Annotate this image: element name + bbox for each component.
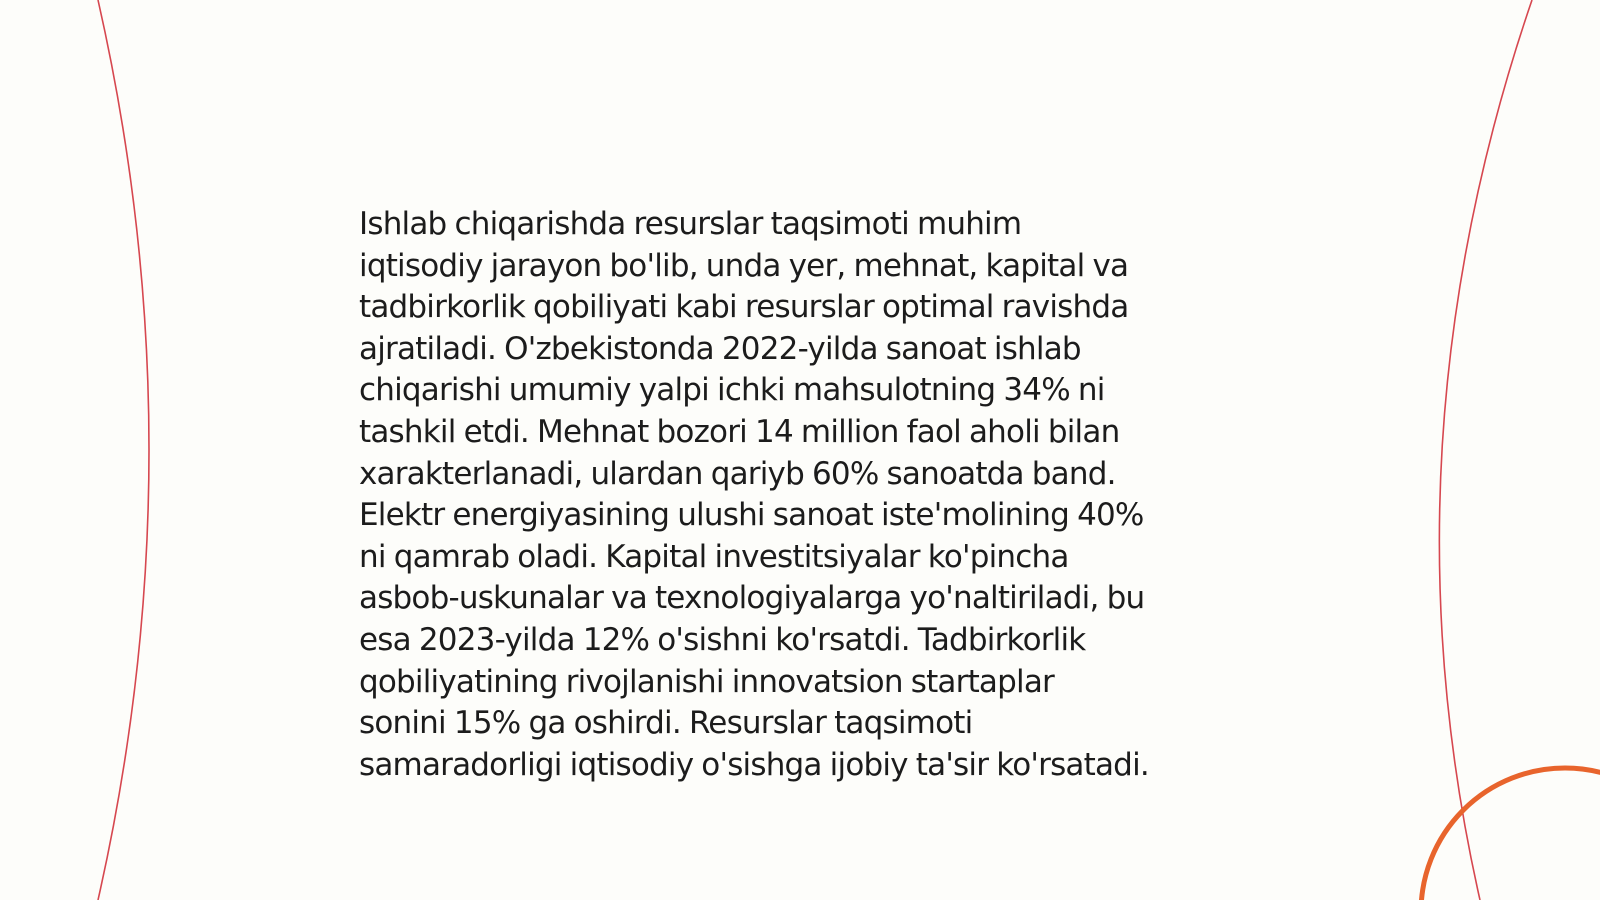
accent-circle	[1421, 768, 1600, 900]
paragraph-line: ajratiladi. O'zbekistonda 2022-yilda sanoat ishlab	[359, 330, 1081, 367]
paragraph-line: Elektr energiyasining ulushi sanoat iste'molining 40%	[359, 497, 1144, 534]
body-paragraph	[359, 204, 1259, 786]
paragraph-line: tashkil etdi. Mehnat bozori 14 million faol aholi bilan	[359, 413, 1120, 450]
paragraph-line: qobiliyatining rivojlanishi innovatsion startaplar	[359, 663, 1054, 700]
right-arc-line	[1439, 0, 1532, 900]
paragraph-line: chiqarishi umumiy yalpi ichki mahsulotning 34% ni	[359, 372, 1105, 409]
paragraph-line: ni qamrab oladi. Kapital investitsiyalar ko'pincha	[359, 538, 1069, 575]
paragraph-line: tadbirkorlik qobiliyati kabi resurslar optimal ravishda	[359, 289, 1129, 326]
paragraph-line: xarakterlanadi, ulardan qariyb 60% sanoatda band.	[359, 455, 1116, 492]
paragraph-line: iqtisodiy jarayon bo'lib, unda yer, mehnat, kapital va	[359, 247, 1129, 284]
left-arc-line	[98, 0, 149, 900]
paragraph-line: asbob-uskunalar va texnologiyalarga yo'naltiriladi, bu	[359, 580, 1145, 617]
paragraph-line: Ishlab chiqarishda resurslar taqsimoti muhim	[359, 206, 1022, 242]
paragraph-line: esa 2023-yilda 12% o'sishni ko'rsatdi. Tadbirkorlik	[359, 621, 1086, 658]
paragraph-line: samaradorligi iqtisodiy o'sishga ijobiy ta'sir ko'rsatadi.	[359, 746, 1149, 783]
paragraph-line: sonini 15% ga oshirdi. Resurslar taqsimoti	[359, 705, 973, 742]
